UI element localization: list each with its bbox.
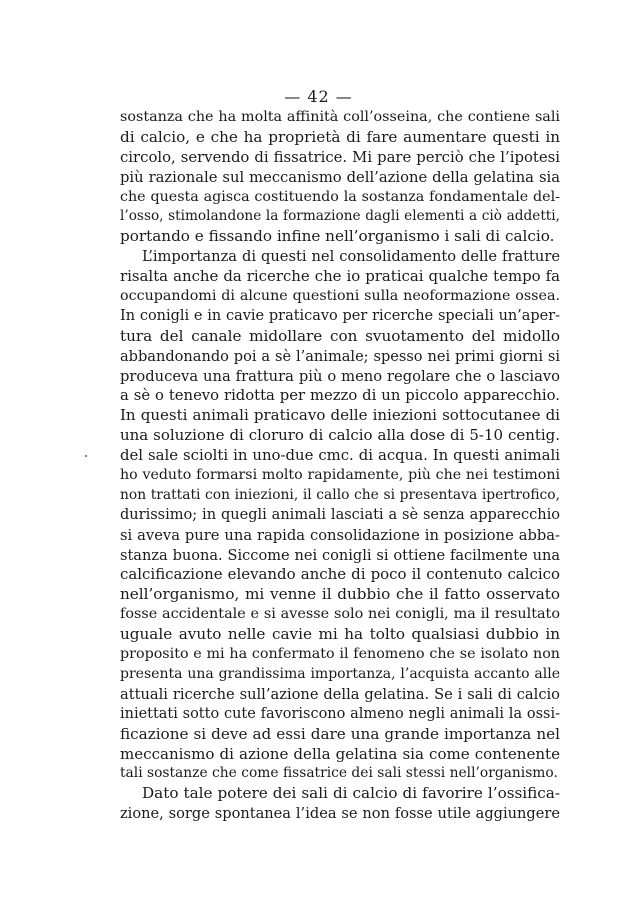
text-line: di calcio, e che ha proprietà di fare aumentare questi in bbox=[120, 127, 560, 146]
text-line: tali sostanze che come fissatrice dei sali stessi nell’organismo. bbox=[120, 765, 558, 782]
text-line: l’osso, stimolandone la formazione dagli elementi a ciò addetti, bbox=[120, 208, 560, 225]
text-line: circolo, servendo di fissatrice. Mi pare perciò che l’ipotesi bbox=[120, 148, 560, 166]
text-line: produceva una frattura più o meno regolare che o lasciavo bbox=[120, 367, 560, 385]
text-line: portando e fissando infine nell’organismo i sali di calcio. bbox=[120, 227, 555, 246]
text-line: non trattati con iniezioni, il callo che si presentava ipertrofico, bbox=[120, 486, 560, 503]
body-text bbox=[120, 108, 560, 824]
text-line: risalta anche da ricerche che io praticai qualche tempo fa bbox=[120, 267, 560, 286]
text-line: meccanismo di azione della gelatina sia come contenente bbox=[120, 744, 560, 763]
text-line: uguale avuto nelle cavie mi ha tolto qualsiasi dubbio in bbox=[120, 625, 560, 644]
text-line: fosse accidentale e si avesse solo nei conigli, ma il resultato bbox=[120, 606, 560, 623]
text-line: abbandonando poi a sè l’animale; spesso nei primi giorni si bbox=[120, 347, 560, 365]
text-line: durissimo; in quegli animali lasciati a sè senza apparecchio bbox=[120, 506, 560, 523]
text-line: proposito e mi ha confermato il fenomeno che se isolato non bbox=[120, 646, 560, 663]
text-line: ho veduto formarsi molto rapidamente, più che nei testimoni bbox=[120, 467, 560, 484]
text-line: zione, sorge spontanea l’idea se non fosse utile aggiungere bbox=[120, 805, 560, 823]
page-number: — 42 — bbox=[284, 87, 353, 106]
paper-speck bbox=[85, 455, 87, 457]
text-line: stanza buona. Siccome nei conigli si ottiene facilmente una bbox=[120, 546, 560, 564]
paragraph-first-line: Dato tale potere dei sali di calcio di favorire l’ossifica- bbox=[142, 784, 560, 803]
text-line: più razionale sul meccanismo dell’azione della gelatina sia bbox=[120, 168, 560, 186]
text-line: sostanza che ha molta affinità coll’osseina, che contiene sali bbox=[120, 109, 560, 125]
text-line: calcificazione elevando anche di poco il contenuto calcico bbox=[120, 565, 560, 584]
text-line: ficazione si deve ad essi dare una grande importanza nel bbox=[120, 724, 560, 743]
text-line: attuali ricerche sull’azione della gelatina. Se i sali di calcio bbox=[120, 685, 560, 703]
text-line: In questi animali praticavo delle iniezioni sottocutanee di bbox=[120, 406, 560, 425]
text-line: del sale sciolti in uno-due cmc. di acqua. In questi animali bbox=[120, 446, 560, 465]
text-line: che questa agisca costituendo la sostanza fondamentale del- bbox=[120, 188, 560, 205]
text-line: si aveva pure una rapida consolidazione in posizione abba- bbox=[120, 526, 560, 544]
text-line: a sè o tenevo ridotta per mezzo di un piccolo apparecchio. bbox=[120, 387, 560, 405]
text-line: tura del canale midollare con svuotamento del midollo bbox=[120, 326, 560, 345]
text-line: presenta una grandissima importanza, l’acquista accanto alle bbox=[120, 665, 560, 682]
paragraph-first-line: L’importanza di questi nel consolidamento delle fratture bbox=[142, 248, 560, 266]
text-line: occupandomi di alcune questioni sulla neoformazione ossea. bbox=[120, 288, 560, 305]
text-line: In conigli e in cavie praticavo per ricerche speciali un’aper- bbox=[120, 307, 560, 324]
text-line: nell’organismo, mi venne il dubbio che il fatto osservato bbox=[120, 585, 560, 604]
text-line: iniettati sotto cute favoriscono almeno negli animali la ossi- bbox=[120, 705, 560, 722]
text-line: una soluzione di cloruro di calcio alla dose di 5-10 centig. bbox=[120, 426, 560, 445]
